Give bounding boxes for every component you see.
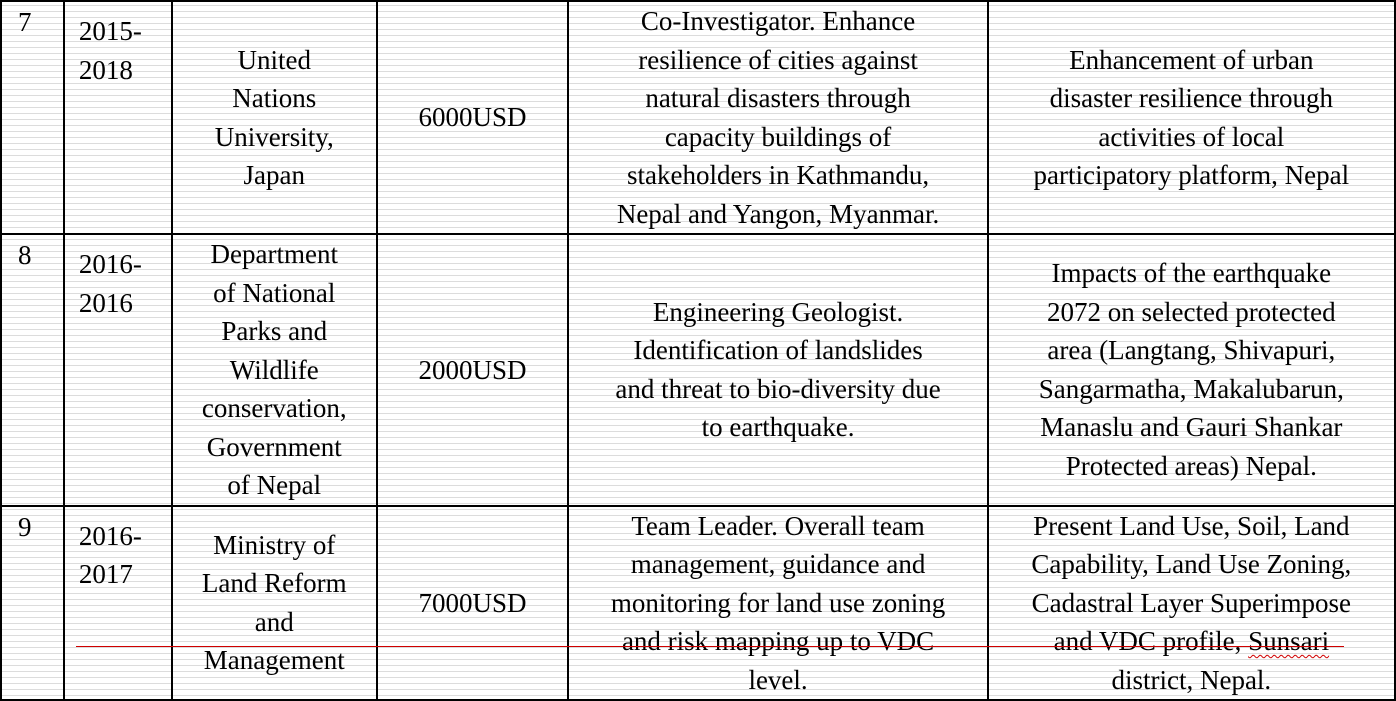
year-start: 2015- bbox=[78, 16, 142, 46]
client-cell bbox=[172, 506, 377, 701]
amount-cell bbox=[377, 506, 569, 701]
year-cell bbox=[64, 506, 172, 701]
row-number: 9 bbox=[18, 511, 32, 542]
client-line: Nations bbox=[232, 83, 317, 113]
role-line: Engineering Geologist. bbox=[652, 296, 904, 327]
amount-cell bbox=[377, 234, 569, 506]
row-number: 8 bbox=[18, 240, 32, 270]
role-cell bbox=[568, 1, 987, 234]
project-line: activities of local bbox=[1098, 121, 1285, 152]
client-line: University, bbox=[214, 121, 334, 152]
table-row bbox=[1, 1, 1395, 234]
year-end: 2016 bbox=[78, 287, 133, 318]
table-row bbox=[1, 234, 1395, 506]
client-cell bbox=[172, 234, 377, 506]
client-cell bbox=[172, 1, 377, 234]
client-line: Land Reform bbox=[201, 568, 347, 599]
year-end: 2017 bbox=[78, 559, 133, 589]
project-line: participatory platform, Nepal bbox=[1033, 160, 1350, 190]
project-line: 2072 on selected protected bbox=[1047, 296, 1336, 327]
client-line: Management bbox=[203, 645, 345, 676]
project-line: Protected areas) Nepal. bbox=[1065, 450, 1317, 481]
role-line: and threat to bio-diversity due bbox=[615, 373, 941, 404]
role-line: and risk mapping up to VDC bbox=[621, 626, 935, 656]
row-number-cell bbox=[1, 234, 64, 506]
year-cell bbox=[64, 234, 172, 506]
role-line: natural disasters through bbox=[645, 83, 911, 113]
table-row bbox=[1, 506, 1395, 701]
year-cell bbox=[64, 1, 172, 234]
project-line-text: and VDC profile, bbox=[1053, 626, 1242, 656]
project-line: Sangarmatha, Makalubarun, bbox=[1038, 373, 1344, 404]
project-line: district, Nepal. bbox=[1111, 664, 1272, 695]
role-line: management, guidance and bbox=[630, 549, 926, 579]
row-number-cell bbox=[1, 506, 64, 701]
client-line: Ministry of bbox=[213, 529, 336, 560]
spellcheck-flagged-word[interactable]: Sunsari bbox=[1248, 626, 1330, 656]
year-end: 2018 bbox=[78, 54, 133, 85]
amount-cell bbox=[377, 1, 569, 234]
client-line: and bbox=[254, 606, 294, 637]
client-line: Wildlife bbox=[229, 354, 319, 385]
red-strike-line bbox=[76, 646, 1344, 647]
project-line: Manaslu and Gauri Shankar bbox=[1040, 412, 1343, 443]
client-line: Government bbox=[206, 431, 342, 462]
role-line: Identification of landslides bbox=[633, 335, 923, 366]
role-cell bbox=[568, 506, 987, 701]
role-line: Nepal and Yangon, Myanmar. bbox=[616, 198, 940, 229]
year-start: 2016- bbox=[78, 249, 142, 279]
role-line: Team Leader. Overall team bbox=[631, 510, 925, 541]
amount: 7000USD bbox=[418, 587, 527, 618]
project-line bbox=[993, 622, 1390, 661]
project-cell bbox=[988, 1, 1395, 234]
role-line: Co-Investigator. Enhance bbox=[640, 6, 916, 36]
year-start: 2016- bbox=[78, 520, 142, 551]
project-cell bbox=[988, 234, 1395, 506]
project-line: Cadastral Layer Superimpose bbox=[1031, 587, 1352, 618]
project-line: Capability, Land Use Zoning, bbox=[1031, 549, 1352, 579]
amount: 6000USD bbox=[418, 102, 527, 133]
amount: 2000USD bbox=[418, 354, 527, 385]
row-number: 7 bbox=[18, 7, 32, 37]
role-line: monitoring for land use zoning bbox=[610, 587, 946, 618]
client-line: Parks and bbox=[221, 316, 328, 346]
row-number-cell bbox=[1, 1, 64, 234]
role-line: capacity buildings of bbox=[664, 121, 892, 152]
client-line: United bbox=[237, 44, 311, 75]
project-line: Impacts of the earthquake bbox=[1051, 258, 1332, 289]
client-line: of Nepal bbox=[227, 470, 322, 500]
project-line: disaster resilience through bbox=[1049, 83, 1334, 113]
project-line: Enhancement of urban bbox=[1069, 44, 1314, 75]
role-line: level. bbox=[748, 664, 808, 695]
client-line: of National bbox=[213, 277, 336, 308]
client-line: Department bbox=[210, 239, 338, 269]
role-line: to earthquake. bbox=[701, 412, 855, 443]
role-line: stakeholders in Kathmandu, bbox=[626, 160, 930, 190]
project-line: Present Land Use, Soil, Land bbox=[1033, 510, 1350, 541]
project-line: area (Langtang, Shivapuri, bbox=[1047, 335, 1336, 366]
project-cell bbox=[988, 506, 1395, 701]
client-line: conservation, bbox=[201, 393, 347, 423]
role-cell bbox=[568, 234, 987, 506]
role-line: resilience of cities against bbox=[638, 44, 918, 75]
client-line: Japan bbox=[243, 160, 305, 190]
